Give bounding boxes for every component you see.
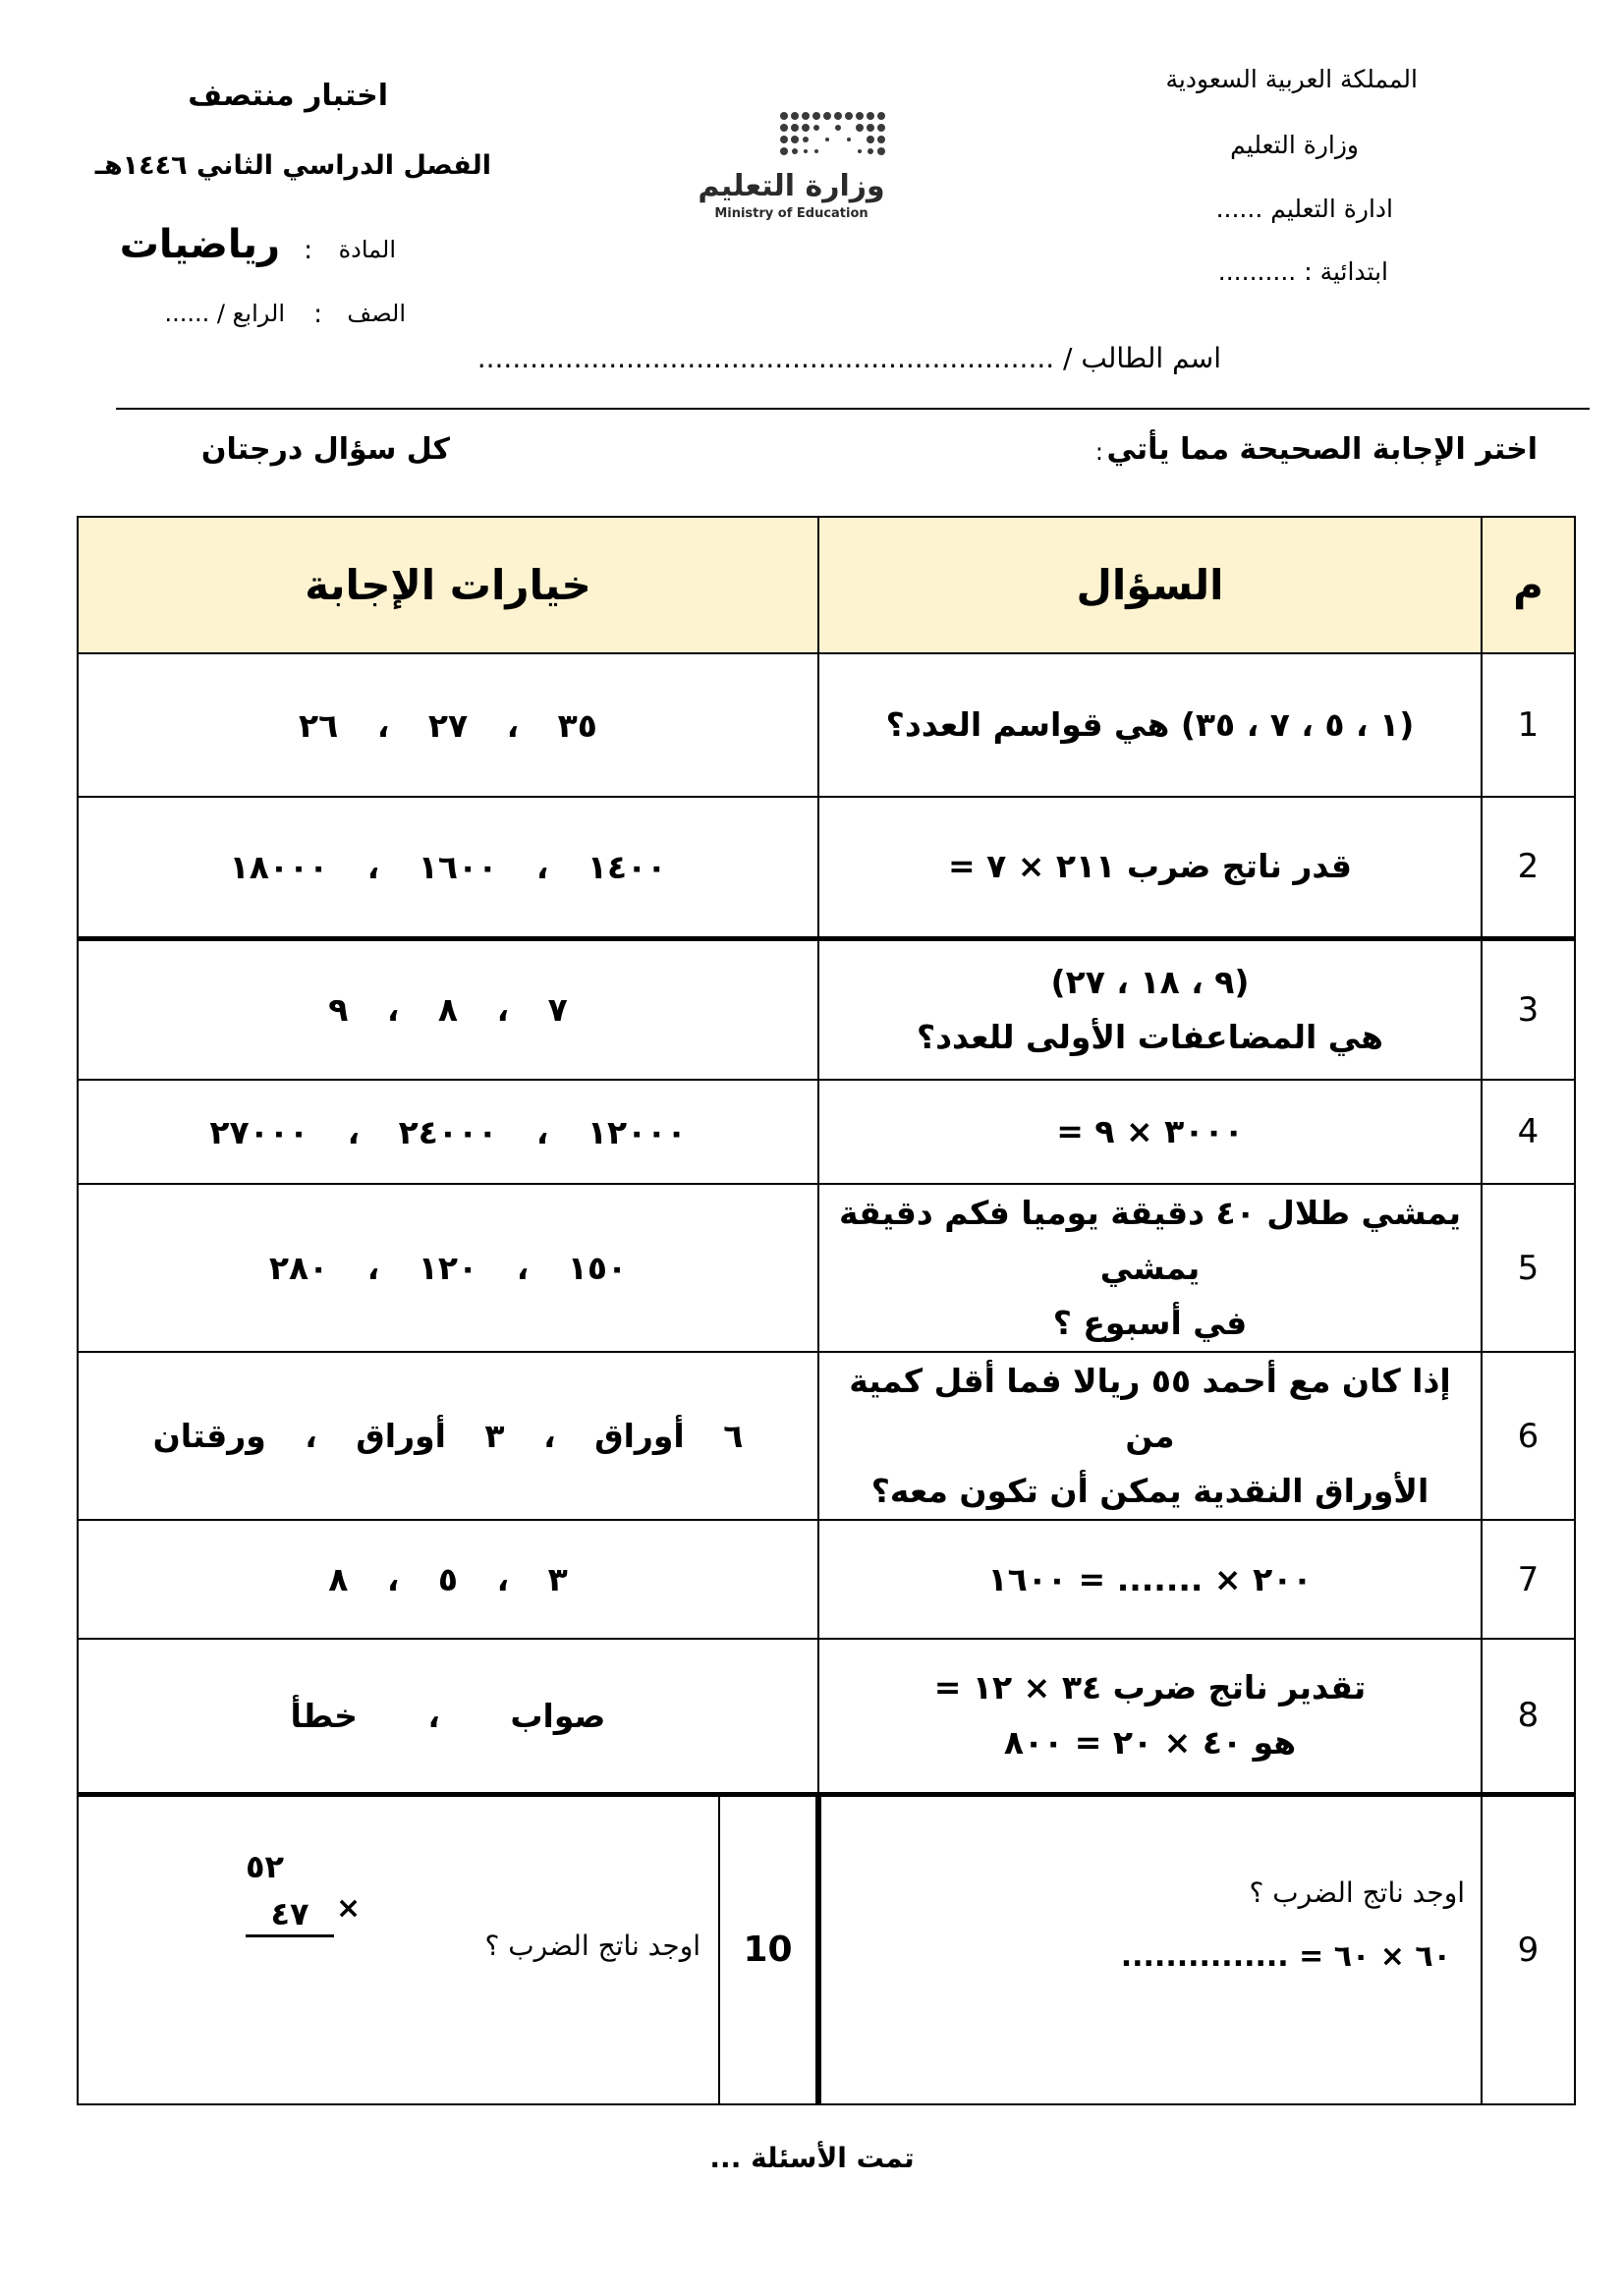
answer-choices[interactable]: صواب ، خطأ	[78, 1639, 818, 1794]
answer-choices[interactable]: ١٥٠ ، ١٢٠ ، ٢٨٠	[78, 1184, 818, 1352]
q10-text: اوجد ناتج الضرب ؟	[484, 1929, 700, 1962]
row-num: 9	[1482, 1794, 1575, 2104]
logo-arabic-text: وزارة التعليم	[698, 169, 885, 203]
questions-table	[77, 516, 1576, 2105]
row-num: 2	[1482, 797, 1575, 938]
table-row	[78, 1794, 1575, 2104]
subject-value: رياضيات	[119, 222, 280, 267]
question-line-2: الأوراق النقدية يمكن أن تكون معه؟	[870, 1471, 1429, 1510]
table-row	[78, 1080, 1575, 1184]
header-answers: خيارات الإجابة	[78, 517, 818, 653]
end-of-questions: تمت الأسئلة ...	[709, 2142, 915, 2174]
table-row	[78, 938, 1575, 1080]
table-row	[78, 1352, 1575, 1520]
header-divider	[116, 408, 1590, 410]
question-text	[818, 1352, 1482, 1520]
question-text: ٢٠٠ × ....... = ١٦٠٠	[818, 1520, 1482, 1639]
table-row	[78, 1639, 1575, 1794]
question-text	[818, 1639, 1482, 1794]
question-text: (١ ، ٥ ، ٧ ، ٣٥) هي قواسم العدد؟	[818, 653, 1482, 797]
subject-label: المادة	[338, 236, 396, 263]
kingdom-label: المملكة العربية السعودية	[1165, 65, 1418, 93]
row-num: 7	[1482, 1520, 1575, 1639]
answer-choices[interactable]: ١٢٠٠٠ ، ٢٤٠٠٠ ، ٢٧٠٠٠	[78, 1080, 818, 1184]
q10-bottom-number: ٤٧	[246, 1895, 334, 1937]
question-text	[818, 938, 1482, 1080]
question-text	[818, 1184, 1482, 1352]
question-line-1: يمشي طلال ٤٠ دقيقة يوميا فكم دقيقة يمشي	[838, 1193, 1462, 1287]
row-num: 5	[1482, 1184, 1575, 1352]
question-10-cell	[78, 1794, 818, 2104]
answer-choices[interactable]: ٣٥ ، ٢٧ ، ٢٦	[78, 653, 818, 797]
instructions-main: اختر الإجابة الصحيحة مما يأتي	[1106, 432, 1538, 467]
q9-text: اوجد ناتج الضرب ؟	[1249, 1875, 1465, 1909]
question-line-1: (٩ ، ١٨ ، ٢٧)	[1050, 962, 1250, 1001]
question-line-2: في أسبوع ؟	[1052, 1303, 1248, 1342]
table-row	[78, 1520, 1575, 1639]
question-text: قدر ناتج ضرب ٢١١ × ٧ =	[818, 797, 1482, 938]
row-num: 3	[1482, 938, 1575, 1080]
q9-equation[interactable]: ٦٠ × ٦٠ = ...............	[1120, 1938, 1451, 1974]
ministry-label: وزارة التعليم	[1230, 131, 1359, 159]
subject-sep: :	[304, 236, 312, 265]
edu-admin-label: ادارة التعليم ......	[1215, 195, 1393, 223]
question-text: ٣٠٠٠ × ٩ =	[818, 1080, 1482, 1184]
semester-label: الفصل الدراسي الثاني ١٤٤٦هـ	[94, 150, 491, 181]
points-note: كل سؤال درجتان	[200, 432, 450, 467]
row-num: 8	[1482, 1639, 1575, 1794]
exam-title: اختبار منتصف	[188, 79, 388, 113]
answer-choices[interactable]: ١٤٠٠ ، ١٦٠٠ ، ١٨٠٠٠	[78, 797, 818, 938]
question-9-cell	[818, 1794, 1482, 2104]
grade-sep: :	[313, 300, 322, 329]
question-line-1: تقدير ناتج ضرب ٣٤ × ١٢ =	[933, 1668, 1367, 1707]
grade-value: الرابع / ......	[164, 300, 285, 327]
table-row	[78, 797, 1575, 938]
table-row	[78, 653, 1575, 797]
row-num: 6	[1482, 1352, 1575, 1520]
table-header-row	[78, 517, 1575, 653]
q10-multiply-sign: ×	[336, 1890, 362, 1926]
answer-choices[interactable]: ٣ ، ٥ ، ٨	[78, 1520, 818, 1639]
row-num: 1	[1482, 653, 1575, 797]
logo-english-text: Ministry of Education	[714, 206, 868, 221]
header-question: السؤال	[818, 517, 1482, 653]
question-line-1: إذا كان مع أحمد ٥٥ ريالا فما أقل كمية من	[849, 1361, 1451, 1455]
school-label: ابتدائية : ..........	[1217, 257, 1388, 286]
q10-num: 10	[718, 1797, 815, 2103]
header-num: م	[1482, 517, 1575, 653]
table-row	[78, 1184, 1575, 1352]
question-line-2: هو ٤٠ × ٢٠ = ٨٠٠	[1003, 1723, 1297, 1763]
instructions-colon: :	[1094, 438, 1103, 466]
q10-top-number: ٥٢	[246, 1847, 285, 1885]
question-line-2: هي المضاعفات الأولى للعدد؟	[916, 1017, 1384, 1056]
row-num: 4	[1482, 1080, 1575, 1184]
student-name-field: اسم الطالب / ..................................................................	[476, 342, 1221, 374]
answer-choices[interactable]: ٦ أوراق ، ٣ أوراق ، ورقتان	[78, 1352, 818, 1520]
answer-choices[interactable]: ٧ ، ٨ ، ٩	[78, 938, 818, 1080]
grade-label: الصف	[347, 300, 406, 327]
